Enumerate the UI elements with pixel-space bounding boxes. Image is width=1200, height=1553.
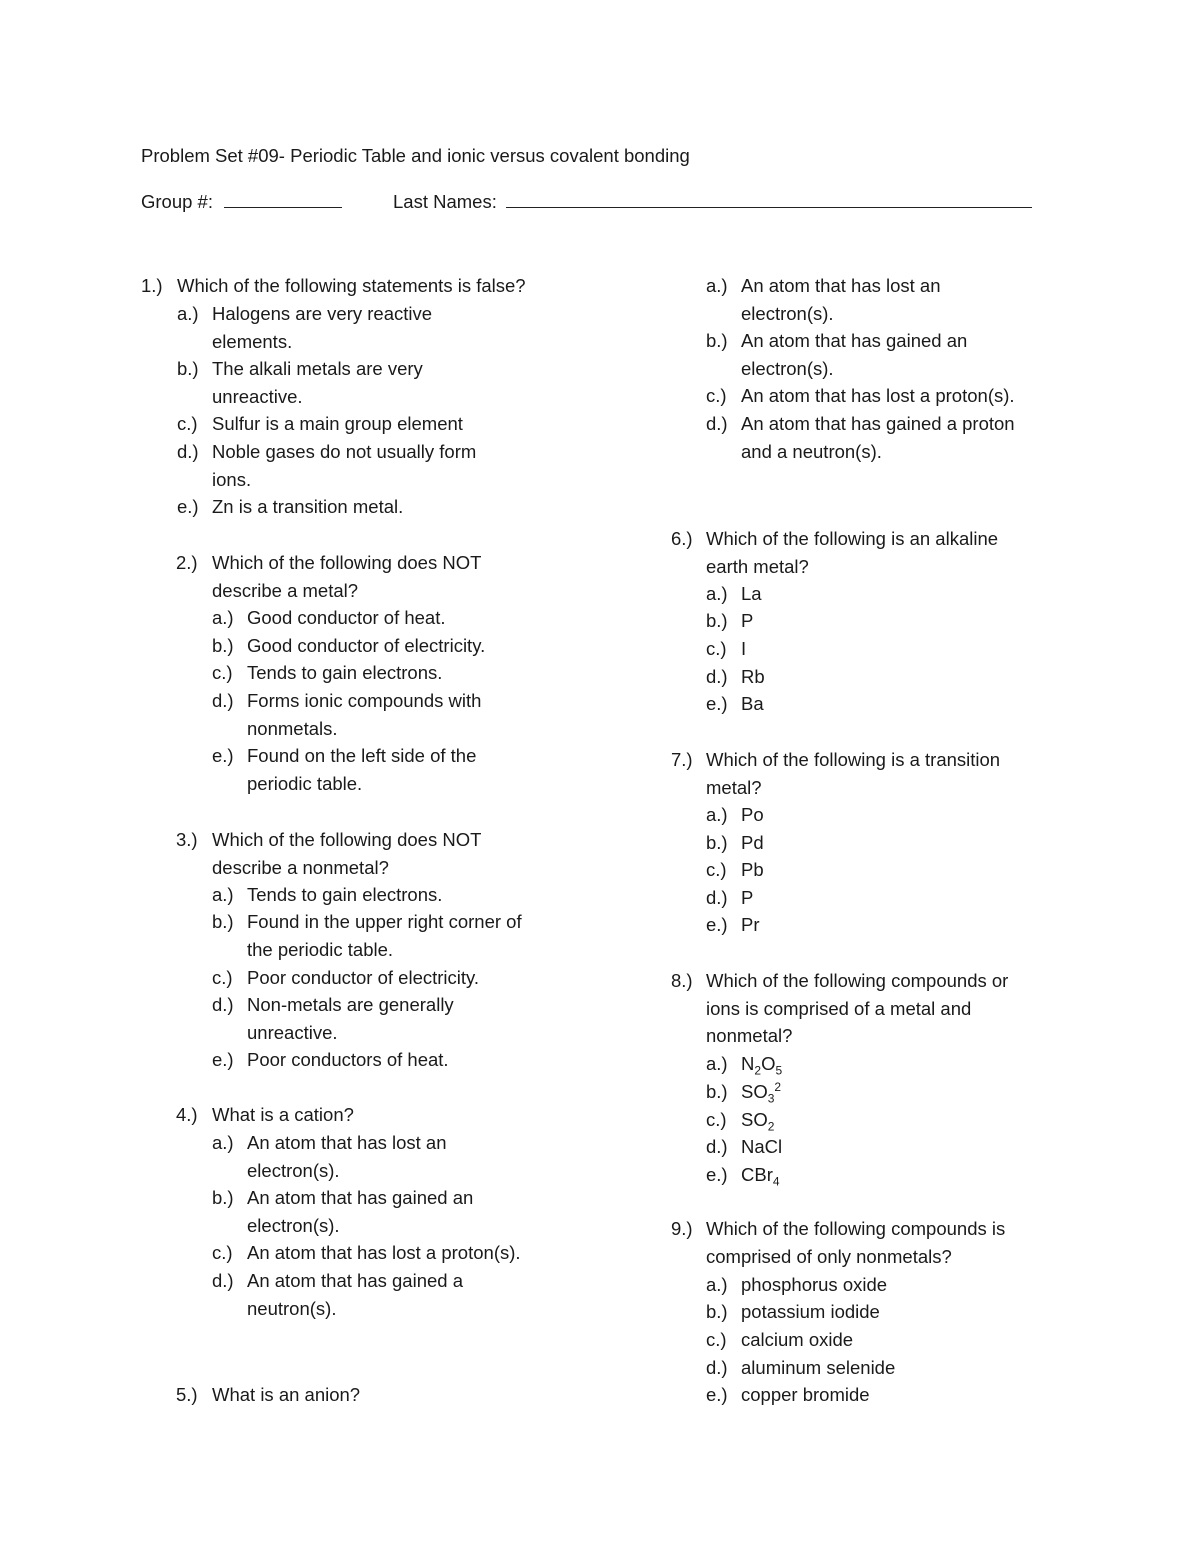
question-8-option-formula[interactable]: CBr$_4$	[741, 1164, 780, 1189]
question-4-option-label[interactable]: a.)	[212, 1132, 234, 1153]
question-6-number: 6.)	[671, 528, 693, 549]
question-2-option-label[interactable]: a.)	[212, 607, 234, 628]
question-6-option-text[interactable]: I	[741, 638, 747, 659]
question-5-option-text[interactable]: An atom that has lost an	[741, 275, 941, 296]
question-1-option-text[interactable]: ions.	[212, 468, 252, 490]
question-5-option-text[interactable]: electron(s).	[741, 302, 834, 324]
question-7-option-text[interactable]: Po	[741, 804, 764, 825]
question-4-option-text[interactable]: An atom that has lost an	[247, 1132, 447, 1153]
page-title: Problem Set #09- Periodic Table and ionic versus covalent bonding	[141, 145, 690, 166]
question-4-option-label[interactable]: d.)	[212, 1270, 234, 1291]
question-8-number: 8.)	[671, 970, 693, 991]
question-4-option-text[interactable]: An atom that has gained a	[247, 1270, 463, 1291]
question-2-option-label[interactable]: e.)	[212, 745, 234, 766]
question-3-option-text[interactable]: the periodic table.	[247, 938, 394, 960]
question-9-option-label[interactable]: c.)	[706, 1329, 727, 1350]
question-3-option-label[interactable]: e.)	[212, 1049, 234, 1070]
question-3-option-text[interactable]: Poor conductor of electricity.	[247, 967, 480, 988]
question-9-option-text[interactable]: copper bromide	[741, 1384, 870, 1405]
question-2-option-text[interactable]: periodic table.	[247, 772, 363, 794]
question-7-stem: metal?	[706, 776, 762, 798]
question-4-stem: What is a cation?	[212, 1104, 354, 1125]
question-6-option-text[interactable]: Rb	[741, 666, 765, 687]
question-9-option-label[interactable]: b.)	[706, 1301, 728, 1322]
question-1-option-text[interactable]: Halogens are very reactive	[212, 303, 433, 324]
question-5-number: 5.)	[176, 1384, 198, 1405]
question-1-option-text[interactable]: elements.	[212, 330, 293, 352]
question-1-option-text[interactable]: The alkali metals are very	[212, 358, 423, 379]
question-1-option-label[interactable]: b.)	[177, 358, 199, 379]
question-3-option-text[interactable]: Poor conductors of heat.	[247, 1049, 449, 1070]
question-3-option-text[interactable]: Tends to gain electrons.	[247, 884, 443, 905]
question-8-option-label[interactable]: b.)	[706, 1081, 728, 1102]
names-field	[393, 189, 1032, 214]
question-6-option-label[interactable]: b.)	[706, 610, 728, 631]
question-2-option-label[interactable]: b.)	[212, 635, 234, 656]
question-7-option-label[interactable]: a.)	[706, 804, 728, 825]
question-3-option-text[interactable]: Found in the upper right corner of	[247, 911, 522, 932]
question-1-option-text[interactable]: unreactive.	[212, 385, 303, 407]
question-7-option-text[interactable]: Pd	[741, 832, 764, 853]
question-2-option-label[interactable]: c.)	[212, 662, 233, 683]
question-2-option-text[interactable]: nonmetals.	[247, 717, 338, 739]
group-field	[141, 189, 342, 214]
question-2-option-label[interactable]: d.)	[212, 690, 234, 711]
question-5-option-label[interactable]: a.)	[706, 275, 728, 296]
question-4-option-label[interactable]: b.)	[212, 1187, 234, 1208]
question-3-option-label[interactable]: b.)	[212, 911, 234, 932]
question-9-option-label[interactable]: e.)	[706, 1384, 728, 1405]
question-3-option-text[interactable]: Non-metals are generally	[247, 994, 454, 1015]
question-3-number: 3.)	[176, 829, 198, 850]
question-4-option-text[interactable]: electron(s).	[247, 1159, 340, 1181]
question-6-option-label[interactable]: c.)	[706, 638, 727, 659]
question-5-option-label[interactable]: d.)	[706, 413, 728, 434]
question-9-number: 9.)	[671, 1218, 693, 1239]
question-1-option-label[interactable]: d.)	[177, 441, 199, 462]
question-5-stem: What is an anion?	[212, 1384, 361, 1405]
question-7-option-text[interactable]: Pr	[741, 914, 760, 935]
group-blank[interactable]	[224, 189, 342, 208]
question-6-stem: Which of the following is an alkaline	[706, 528, 999, 549]
question-9-option-text[interactable]: potassium iodide	[741, 1301, 880, 1322]
question-1-option-text[interactable]: Noble gases do not usually form	[212, 441, 477, 462]
question-6-option-label[interactable]: d.)	[706, 666, 728, 687]
question-6-option-text[interactable]: La	[741, 583, 762, 604]
question-8-option-label[interactable]: c.)	[706, 1109, 727, 1130]
question-9-option-text[interactable]: calcium oxide	[741, 1329, 854, 1350]
question-6-option-label[interactable]: e.)	[706, 693, 728, 714]
question-9-stem: comprised of only nonmetals?	[706, 1245, 952, 1267]
question-1-number: 1.)	[141, 275, 163, 296]
question-8-option-formula[interactable]: $SO_3^2$	[741, 1079, 782, 1106]
question-2-stem: describe a metal?	[212, 579, 359, 601]
question-3-option-label[interactable]: d.)	[212, 994, 234, 1015]
question-8-stem: nonmetal?	[706, 1025, 793, 1046]
question-1-option-label[interactable]: c.)	[177, 413, 198, 434]
question-1-stem: Which of the following statements is false?	[177, 275, 526, 296]
question-4-option-text[interactable]: neutron(s).	[247, 1297, 337, 1319]
question-7-number: 7.)	[671, 749, 693, 770]
question-6-stem: earth metal?	[706, 555, 809, 577]
question-7-option-label[interactable]: e.)	[706, 914, 728, 935]
question-2-option-text[interactable]: Tends to gain electrons.	[247, 662, 443, 683]
question-8-option-label[interactable]: a.)	[706, 1053, 728, 1074]
question-1-option-text[interactable]: Zn is a transition metal.	[212, 496, 404, 517]
question-3-stem: Which of the following does NOT	[212, 829, 482, 850]
question-8-stem: Which of the following compounds or	[706, 970, 1009, 991]
question-5-option-text[interactable]: An atom that has lost a proton(s).	[741, 385, 1015, 406]
names-label: Last Names:	[393, 191, 497, 212]
question-2-option-text[interactable]: Found on the left side of the	[247, 745, 477, 766]
question-4-option-text[interactable]: electron(s).	[247, 1214, 340, 1236]
question-7-option-text[interactable]: Pb	[741, 859, 764, 880]
question-5-option-text[interactable]: electron(s).	[741, 357, 834, 379]
question-5-option-label[interactable]: b.)	[706, 330, 728, 351]
question-7-option-label[interactable]: c.)	[706, 859, 727, 880]
question-1-option-label[interactable]: a.)	[177, 303, 199, 324]
question-5-option-text[interactable]: and a neutron(s).	[741, 440, 882, 462]
question-2-option-text[interactable]: Good conductor of heat.	[247, 607, 446, 628]
question-9-option-text[interactable]: phosphorus oxide	[741, 1274, 888, 1295]
question-3-option-label[interactable]: a.)	[212, 884, 234, 905]
question-6-option-text[interactable]: Ba	[741, 693, 764, 714]
question-4-number: 4.)	[176, 1104, 198, 1125]
question-1-option-label[interactable]: e.)	[177, 496, 199, 517]
question-6-option-label[interactable]: a.)	[706, 583, 728, 604]
question-9-stem: Which of the following compounds is	[706, 1218, 1006, 1239]
question-8-option-formula[interactable]: $N_2O_5$	[741, 1053, 783, 1078]
question-2-stem: Which of the following does NOT	[212, 552, 482, 573]
question-8-stem: ions is comprised of a metal and	[706, 997, 972, 1019]
question-2-option-text[interactable]: Good conductor of electricity.	[247, 635, 486, 656]
question-8-option-label[interactable]: d.)	[706, 1136, 728, 1157]
question-8-option-formula[interactable]: NaCl	[741, 1136, 783, 1157]
question-1-option-text[interactable]: Sulfur is a main group element	[212, 413, 463, 434]
question-7-option-text[interactable]: P	[741, 887, 754, 908]
question-3-option-text[interactable]: unreactive.	[247, 1021, 338, 1043]
question-8-option-formula[interactable]: $SO_2$	[741, 1109, 775, 1134]
question-4-option-text[interactable]: An atom that has gained an	[247, 1187, 474, 1208]
question-9-option-text[interactable]: aluminum selenide	[741, 1357, 896, 1378]
question-5-option-text[interactable]: An atom that has gained a proton	[741, 413, 1015, 434]
question-6-option-text[interactable]: P	[741, 610, 754, 631]
question-3-option-label[interactable]: c.)	[212, 967, 233, 988]
question-9-option-label[interactable]: d.)	[706, 1357, 728, 1378]
question-8-option-label[interactable]: e.)	[706, 1164, 728, 1185]
question-7-stem: Which of the following is a transition	[706, 749, 1001, 770]
question-9-option-label[interactable]: a.)	[706, 1274, 728, 1295]
question-5-option-text[interactable]: An atom that has gained an	[741, 330, 968, 351]
question-4-option-text[interactable]: An atom that has lost a proton(s).	[247, 1242, 521, 1263]
question-4-option-label[interactable]: c.)	[212, 1242, 233, 1263]
question-7-option-label[interactable]: d.)	[706, 887, 728, 908]
question-2-option-text[interactable]: Forms ionic compounds with	[247, 690, 482, 711]
question-5-option-label[interactable]: c.)	[706, 385, 727, 406]
group-label: Group #:	[141, 191, 213, 212]
names-blank[interactable]	[506, 189, 1032, 208]
question-2-number: 2.)	[176, 552, 198, 573]
question-3-stem: describe a nonmetal?	[212, 856, 389, 878]
question-7-option-label[interactable]: b.)	[706, 832, 728, 853]
